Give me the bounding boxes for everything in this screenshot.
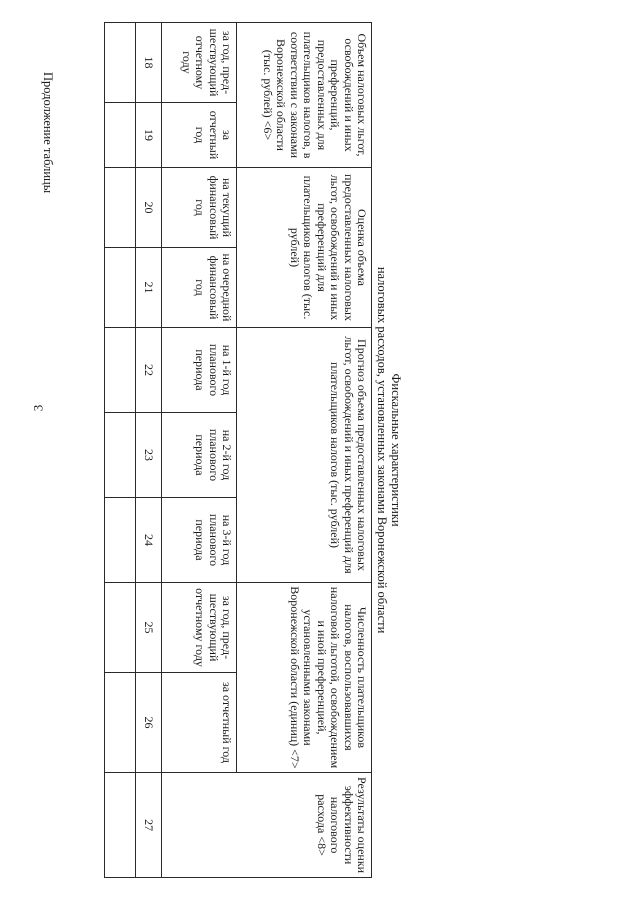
sub-header-19: за отчетный год [162, 103, 237, 168]
rotated-table-container [130, 22, 468, 877]
table-title-line2: налоговых расходов, установленных законами Воронежской области [375, 266, 389, 634]
table-title-line1: Фискальные характеристики [389, 373, 403, 527]
column-number-21: 21 [136, 248, 162, 328]
sub-header-20: на текущий финансовый год [162, 168, 237, 248]
sub-header-23: на 2-й год планового периода [162, 413, 237, 498]
sub-header-24: на 3-й год планового периода [162, 498, 237, 583]
empty-cell [105, 413, 136, 498]
sub-header-22: на 1-й год планового периода [162, 328, 237, 413]
fiscal-table [104, 22, 468, 878]
page-number: 3 [30, 404, 46, 412]
sub-header-26: за отчетный год [162, 673, 237, 773]
table-title [372, 23, 469, 878]
empty-cell [105, 773, 136, 878]
empty-cell [105, 168, 136, 248]
empty-cell [105, 673, 136, 773]
column-number-23: 23 [136, 413, 162, 498]
column-number-25: 25 [136, 583, 162, 673]
empty-cell [105, 103, 136, 168]
empty-cell [105, 328, 136, 413]
empty-cell [105, 248, 136, 328]
column-number-27: 27 [136, 773, 162, 878]
empty-cell [105, 498, 136, 583]
continuation-label: Продолжение таблицы [41, 72, 55, 194]
empty-cell [105, 23, 136, 103]
column-number-22: 22 [136, 328, 162, 413]
column-number-19: 19 [136, 103, 162, 168]
empty-cell [105, 583, 136, 673]
header-volume: Объем налоговых льгот, освобождений и иных преференций, предоставленных для плательщиков налогов, в соответствии с законами Воронежской области (тыс. рублей) <6> [237, 23, 372, 168]
header-results: Результаты оценки эффективности налогового расхода <8> [162, 773, 372, 878]
column-number-20: 20 [136, 168, 162, 248]
sub-header-18: за год, пред-шествующий отчетному году [162, 23, 237, 103]
sub-header-21: на очередной финансовый год [162, 248, 237, 328]
sub-header-25: за год, пред-шествующий отчетному году [162, 583, 237, 673]
column-number-26: 26 [136, 673, 162, 773]
header-count: Численность плательщиков налогов, воспользовавшихся налоговой льготой, освобождением и иной преференцией, установленными законами Воронежской области (единиц) <7> [237, 583, 372, 773]
table-row [105, 23, 136, 878]
header-estimate: Оценка объема предоставленных налоговых льгот, освобождений и иных преференций для плательщиков налогов (тыс. рублей) [237, 168, 372, 328]
column-number-18: 18 [136, 23, 162, 103]
column-number-24: 24 [136, 498, 162, 583]
header-forecast: Прогноз объема предоставленных налоговых льгот, освобождений и иных преференций для плательщиков налогов (тыс. рублей) [237, 328, 372, 583]
